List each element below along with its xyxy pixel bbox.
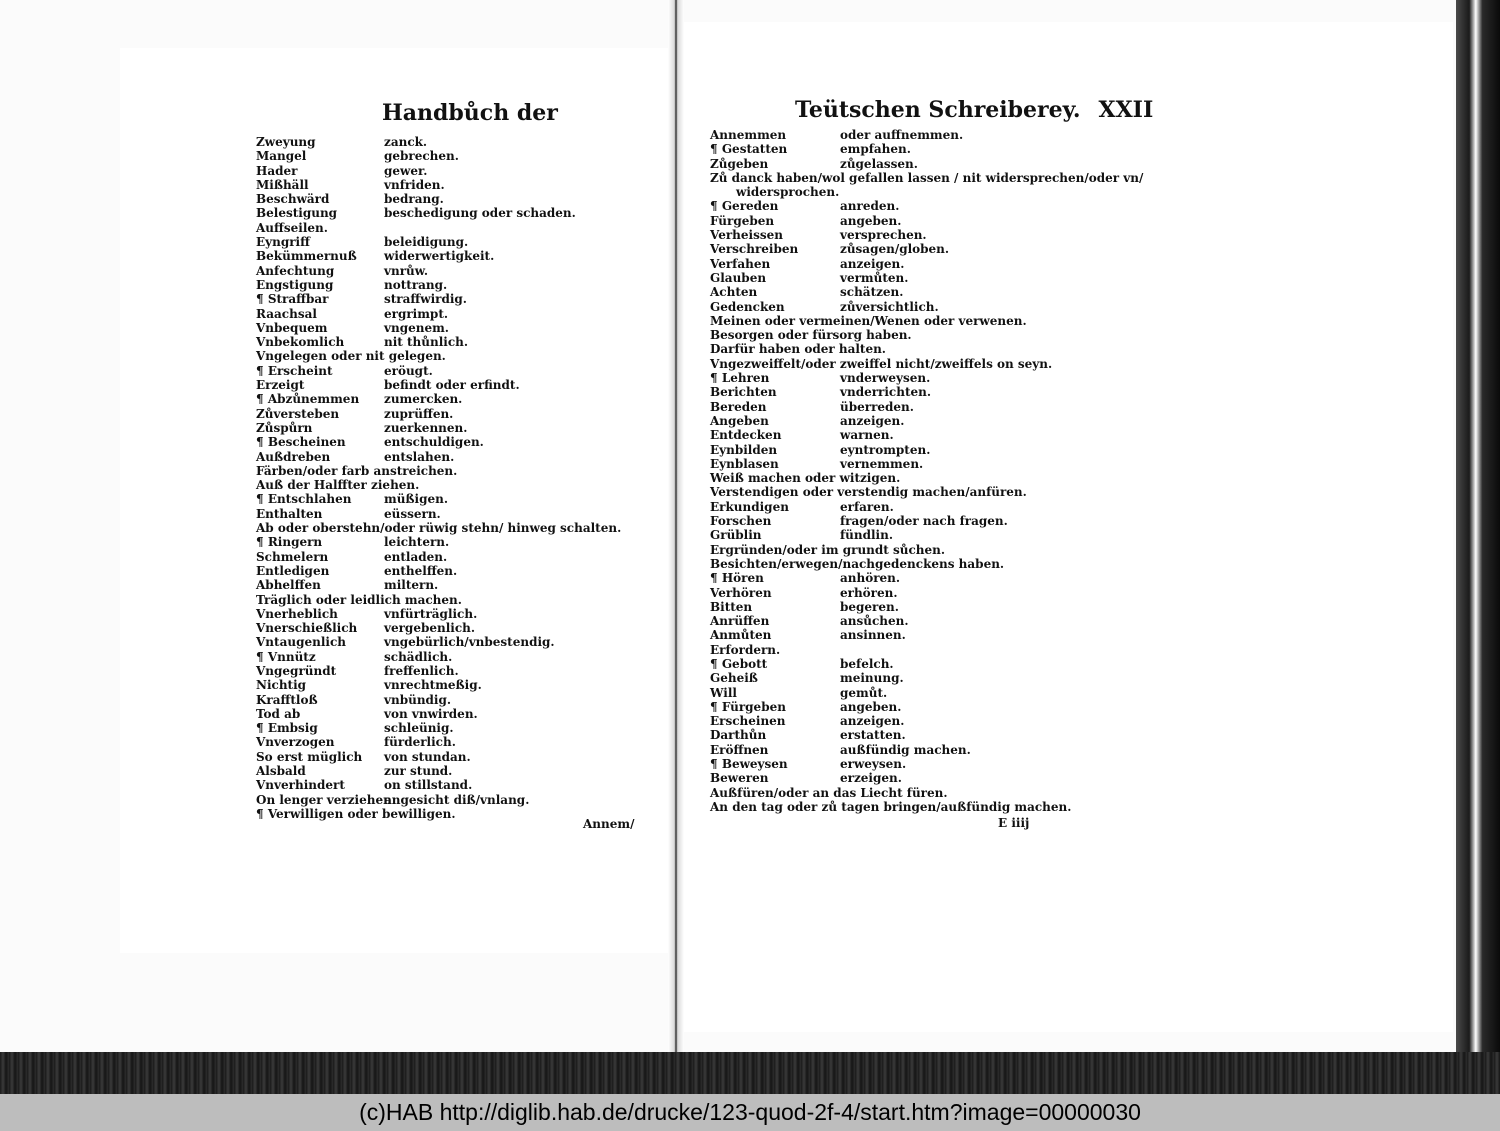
entry-meaning: oder auffnemmen.	[840, 128, 964, 142]
entry-term: Achten	[710, 285, 758, 300]
entry-term: Zůspůrn	[256, 420, 313, 435]
right-running-head	[795, 97, 1153, 123]
entry-term: Bekümmernuß	[256, 249, 357, 264]
entry-meaning: vngenem.	[384, 320, 449, 335]
entry-meaning: entladen.	[384, 549, 448, 564]
entry-meaning: fündlin.	[840, 528, 894, 543]
entry-meaning: zůsagen/globen.	[840, 242, 950, 257]
entry-meaning: eyntrompten.	[840, 442, 931, 457]
entry-term: ¶ Verwilligen oder bewilligen.	[256, 806, 456, 821]
entry-term: Beschwärd	[256, 192, 330, 207]
entry-term: ¶ Vnnütz	[256, 649, 316, 664]
entry-term: Abhelffen	[256, 578, 321, 593]
entry-term: ¶ Gebott	[710, 656, 768, 671]
entry-meaning: anzeigen.	[840, 256, 905, 271]
entry-term: Anrüffen	[710, 614, 770, 629]
entry-term: Darthůn	[710, 728, 767, 743]
entry-term: Annemmen	[710, 128, 787, 142]
entry-term: Vnverhindert	[256, 778, 345, 793]
entry-meaning: angeben.	[840, 699, 902, 714]
entry-term: Glauben	[710, 270, 767, 285]
entry-term: Erkundigen	[710, 499, 789, 514]
entry-meaning: eröugt.	[384, 363, 433, 378]
entry-term: Ergründen/oder im grundt sůchen.	[710, 542, 946, 557]
entry-meaning: empfahen.	[840, 142, 911, 157]
entry-term: Eröffnen	[710, 742, 769, 757]
entry-meaning: begeren.	[840, 599, 899, 614]
entry-term: Gedencken	[710, 299, 785, 314]
entry-meaning: vnbündig.	[384, 692, 452, 707]
entry-meaning: ergrimpt.	[384, 306, 449, 321]
copyright-bar	[0, 1094, 1500, 1131]
entry-term: Krafftloß	[256, 692, 318, 707]
entry-meaning: vergebenlich.	[384, 621, 476, 636]
entry-term: ¶ Erscheint	[256, 363, 333, 378]
entry-meaning: on stillstand.	[384, 778, 473, 793]
entry-term: ¶ Fürgeben	[710, 699, 786, 714]
entry-meaning: eüssern.	[384, 506, 441, 521]
entry-meaning: befelch.	[840, 656, 894, 671]
entry-term: Vngegründt	[256, 663, 337, 678]
entry-term: Nichtig	[256, 678, 307, 693]
entry-meaning: angesicht diß/vnlang.	[384, 792, 530, 807]
entry-term: Träglich oder leidlich machen.	[256, 592, 462, 607]
page-edge-shadow	[1456, 0, 1500, 1052]
entry-term: Vntaugenlich	[256, 635, 346, 650]
entry-term: Bereden	[710, 399, 767, 414]
entry-meaning: schleünig.	[384, 721, 454, 736]
entry-meaning: zumercken.	[384, 392, 463, 407]
entry-term: Ab oder oberstehn/oder rüwig stehn/ hinweg schalten.	[256, 521, 622, 536]
entry-term: Tod ab	[256, 706, 301, 721]
entry-meaning: nottrang.	[384, 277, 448, 292]
entry-term: Enthalten	[256, 506, 323, 521]
entry-meaning: müßigen.	[384, 492, 449, 507]
entry-term: Forschen	[710, 514, 772, 529]
entry-term: Vnerheblich	[256, 606, 338, 621]
entry-meaning: vngebürlich/vnbestendig.	[384, 635, 555, 650]
right-heading-text: Teütschen Schreiberey.	[795, 97, 1081, 123]
entry-meaning: angeben.	[840, 213, 902, 228]
signature-mark: E iiij	[998, 816, 1030, 830]
entry-term: Mangel	[256, 149, 307, 164]
entry-term: Beweren	[710, 771, 769, 786]
entry-term: Mißhäll	[256, 177, 309, 192]
entry-meaning: gemůt.	[840, 685, 888, 700]
entry-meaning: gewer.	[384, 163, 428, 178]
entry-meaning: erweysen.	[840, 757, 907, 772]
entry-meaning: freffenlich.	[384, 663, 459, 678]
entry-term: Zůversteben	[256, 406, 340, 421]
entry-meaning: widerwertigkeit.	[384, 249, 495, 264]
entry-meaning: bedrang.	[384, 192, 444, 207]
entry-term: So erst müglich	[256, 749, 363, 764]
entry-term: Anmůten	[710, 628, 772, 643]
entry-term: Bitten	[710, 599, 753, 614]
entry-term: Eynblasen	[710, 456, 779, 471]
entry-term: Auffseilen.	[256, 220, 328, 235]
entry-meaning: anhören.	[840, 571, 901, 586]
entry-meaning: vermůten.	[840, 270, 909, 285]
entry-term: ¶ Bescheinen	[256, 435, 346, 450]
entry-meaning: vnfriden.	[384, 177, 445, 192]
entry-meaning: von vnwirden.	[384, 706, 478, 721]
entry-meaning: vnrůw.	[384, 263, 429, 278]
entry-term: Engstigung	[256, 277, 334, 292]
entry-term: Belestigung	[256, 206, 338, 221]
entry-meaning: vnfürträglich.	[384, 606, 478, 621]
entry-term: Außfüren/oder an das Liecht füren.	[710, 785, 948, 800]
entry-term: Zůgeben	[710, 156, 769, 171]
entry-term: Eynbilden	[710, 442, 778, 457]
entry-meaning: versprechen.	[840, 228, 927, 243]
entry-meaning: vernemmen.	[840, 456, 924, 471]
entry-term: Geheiß	[710, 671, 758, 686]
entry-term: Verstendigen oder verstendig machen/anfüren.	[710, 485, 1027, 500]
entry-meaning: nit thůnlich.	[384, 335, 469, 350]
entry-meaning: erfaren.	[840, 499, 894, 514]
entry-term: Vngelegen oder nit gelegen.	[256, 349, 446, 364]
entry-term: Alsbald	[256, 764, 306, 779]
entry-term: ¶ Ringern	[256, 535, 323, 550]
entry-meaning: anzeigen.	[840, 714, 905, 729]
entry-term: Erscheinen	[710, 714, 786, 729]
entry-term: Verfahen	[710, 256, 771, 271]
entry-term: Erzeigt	[256, 378, 305, 393]
entry-meaning: außfündig machen.	[840, 742, 971, 757]
entry-meaning: meinung.	[840, 671, 904, 686]
entry-term: Vnverzogen	[256, 735, 335, 750]
entry-term: Verheissen	[710, 228, 783, 243]
entry-term: Vnbequem	[256, 320, 328, 335]
entry-term: Weiß machen oder witzigen.	[710, 471, 901, 486]
entry-meaning: erstatten.	[840, 728, 906, 743]
entry-meaning: vnderweysen.	[840, 371, 931, 386]
entry-term: Will	[710, 685, 737, 700]
entry-term: ¶ Embsig	[256, 721, 318, 736]
entry-term: Raachsal	[256, 306, 317, 321]
entry-meaning: fürderlich.	[384, 735, 456, 750]
entry-meaning: von stundan.	[384, 749, 471, 764]
entry-meaning: straffwirdig.	[384, 292, 467, 307]
entry-term: ¶ Gestatten	[710, 142, 788, 157]
entry-term: Erfordern.	[710, 642, 781, 657]
entry-continuation: widersprochen.	[736, 185, 840, 200]
book-gutter	[668, 0, 684, 1052]
left-running-head	[382, 100, 558, 126]
entry-meaning: schädlich.	[384, 649, 453, 664]
entry-term: Entledigen	[256, 563, 330, 578]
entry-meaning: leichtern.	[384, 535, 450, 550]
entry-meaning: fragen/oder nach fragen.	[840, 514, 1008, 529]
entry-term: On lenger verziehen	[256, 792, 392, 807]
entry-term: Zweyung	[256, 135, 316, 149]
entry-term: Vnbekomlich	[256, 335, 345, 350]
entry-meaning: überreden.	[840, 399, 914, 414]
entry-term: Entdecken	[710, 428, 782, 443]
entry-meaning: warnen.	[840, 428, 894, 443]
entry-term: Verhören	[710, 585, 772, 600]
entry-term: Grüblin	[710, 528, 762, 543]
entry-meaning: zanck.	[384, 135, 428, 149]
entry-meaning: zůversichtlich.	[840, 299, 939, 314]
entry-term: Auß der Halffter ziehen.	[256, 478, 420, 493]
entry-meaning: gebrechen.	[384, 149, 459, 164]
entry-meaning: erhören.	[840, 585, 898, 600]
entry-meaning: beleidigung.	[384, 235, 469, 250]
left-heading-text: Handbůch der	[382, 100, 558, 126]
entry-term: ¶ Hören	[710, 571, 764, 586]
entry-meaning: entslahen.	[384, 449, 455, 464]
entry-meaning: beschedigung oder schaden.	[384, 206, 576, 221]
catchword: Annem/	[583, 817, 635, 831]
entry-term: Vngezweiffelt/oder zweiffel nicht/zweiffels on seyn.	[710, 356, 1053, 371]
entry-term: ¶ Entschlahen	[256, 492, 352, 507]
entry-term: Verschreiben	[710, 242, 799, 257]
copyright-url: (c)HAB http://diglib.hab.de/drucke/123-quod-2f-4/start.htm?image=00000030	[359, 1099, 1141, 1125]
entry-meaning: entschuldigen.	[384, 435, 484, 450]
entry-term: Angeben	[710, 413, 769, 428]
folio-number: XXII	[1098, 97, 1154, 123]
entry-meaning: enthelffen.	[384, 563, 458, 578]
entry-term: Darfür haben oder halten.	[710, 342, 886, 357]
entry-term: Fürgeben	[710, 213, 775, 228]
entry-meaning: anreden.	[840, 199, 900, 214]
entry-meaning: ansinnen.	[840, 628, 906, 643]
entry-meaning: erzeigen.	[840, 771, 902, 786]
entry-term: Zů danck haben/wol gefallen lassen / nit widersprechen/oder vn/	[710, 170, 1144, 185]
entry-term: Besichten/erwegen/nachgedenckens haben.	[710, 556, 1005, 571]
entry-meaning: anzeigen.	[840, 413, 905, 428]
entry-term: ¶ Abzůnemmen	[256, 392, 360, 407]
entry-term: Außdreben	[256, 449, 331, 464]
entry-term: Berichten	[710, 385, 777, 400]
entry-term: Besorgen oder fürsorg haben.	[710, 328, 912, 343]
entry-term: ¶ Lehren	[710, 371, 770, 386]
entry-meaning: zur stund.	[384, 764, 453, 779]
scanner-border	[0, 1052, 1500, 1094]
entry-term: An den tag oder zů tagen bringen/außfündig machen.	[710, 799, 1072, 814]
entry-meaning: miltern.	[384, 578, 439, 593]
entry-term: Färben/oder farb anstreichen.	[256, 463, 458, 478]
entry-meaning: zuerkennen.	[384, 420, 468, 435]
entry-term: Vnerschießlich	[256, 621, 358, 636]
entry-meaning: befindt oder erfindt.	[384, 378, 520, 393]
entry-term: Hader	[256, 163, 298, 178]
entry-term: ¶ Gereden	[710, 199, 779, 214]
entry-term: Eyngriff	[256, 235, 310, 250]
entry-meaning: vnrechtmeßig.	[384, 678, 482, 693]
entry-meaning: zůgelassen.	[840, 156, 918, 171]
entry-meaning: vnderrichten.	[840, 385, 932, 400]
entry-term: Anfechtung	[256, 263, 335, 278]
entry-meaning: schätzen.	[840, 285, 904, 300]
entry-term: Meinen oder vermeinen/Wenen oder verwenen.	[710, 313, 1027, 328]
entry-term: ¶ Beweysen	[710, 757, 788, 772]
entry-meaning: ansůchen.	[840, 614, 909, 629]
entry-meaning: zuprüffen.	[384, 406, 454, 421]
entry-term: Schmelern	[256, 549, 329, 564]
entry-term: ¶ Straffbar	[256, 292, 329, 307]
